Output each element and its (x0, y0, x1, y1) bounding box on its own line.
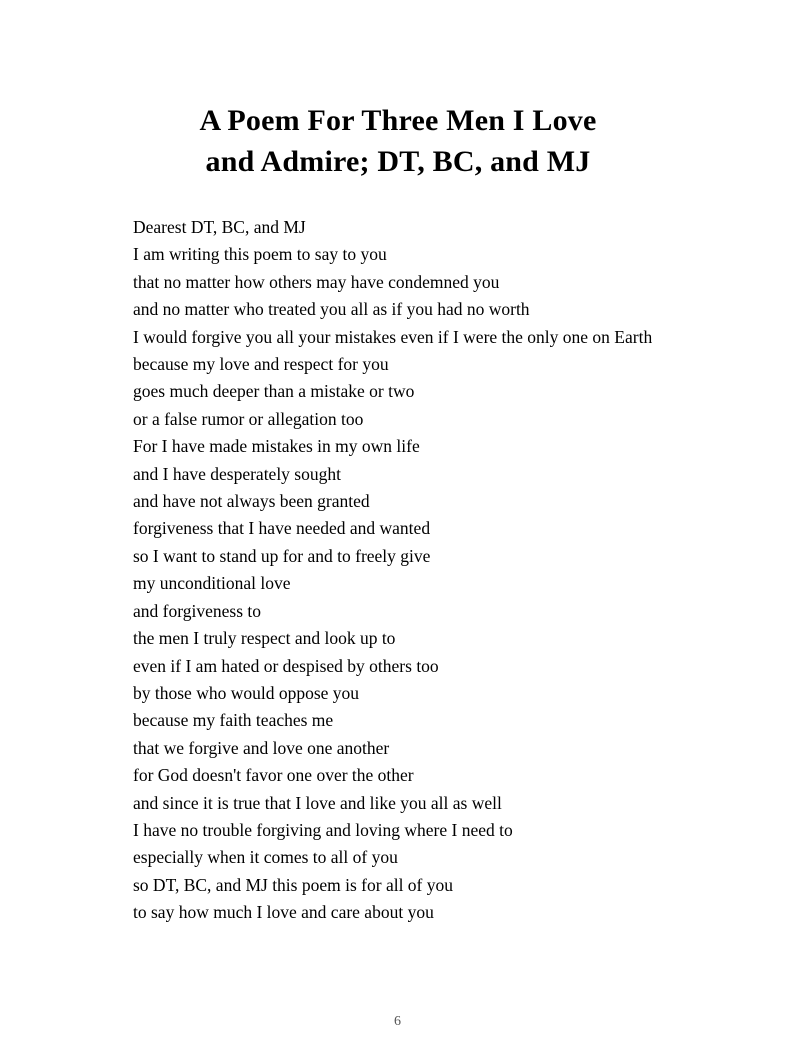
poem-line: and forgiveness to (133, 600, 261, 621)
poem-line: the men I truly respect and look up to (133, 628, 396, 649)
poem-line: to say how much I love and care about you (133, 902, 434, 923)
poem-line: especially when it comes to all of you (133, 847, 398, 868)
poem-line: for God doesn't favor one over the other (133, 765, 414, 786)
poem-line: and I have desperately sought (133, 463, 341, 484)
poem-line: even if I am hated or despised by others too (133, 655, 439, 676)
poem-line: forgiveness that I have needed and wanted (133, 518, 431, 539)
poem-line: and have not always been granted (133, 491, 370, 512)
poem-line: goes much deeper than a mistake or two (133, 381, 415, 402)
poem-line: I have no trouble forgiving and loving where I need to (133, 819, 513, 840)
poem-line: my unconditional love (133, 573, 291, 594)
poem-line: so I want to stand up for and to freely give (133, 545, 431, 566)
poem-body (133, 214, 663, 927)
poem-line: and since it is true that I love and like you all as well (133, 792, 502, 813)
page-content (133, 100, 663, 927)
poem-line: that no matter how others may have condemned you (133, 271, 500, 292)
poem-line: Dearest DT, BC, and MJ (133, 217, 306, 237)
poem-line: I would forgive you all your mistakes even if I were the only one on Earth (133, 326, 653, 347)
page-number: 6 (394, 1014, 401, 1029)
poem-line: For I have made mistakes in my own life (133, 436, 420, 457)
poem-title-line-1: A Poem For Three Men I Love (199, 104, 597, 137)
poem-line: and no matter who treated you all as if you had no worth (133, 299, 530, 320)
poem-line: because my love and respect for you (133, 354, 389, 375)
poem-line: that we forgive and love one another (133, 737, 390, 758)
poem-line: so DT, BC, and MJ this poem is for all of you (133, 874, 454, 895)
poem-line: or a false rumor or allegation too (133, 408, 364, 429)
poem-line: by those who would oppose you (133, 682, 360, 703)
poem-line: because my faith teaches me (133, 710, 334, 731)
poem-title (133, 100, 663, 182)
poem-title-line-2: and Admire; DT, BC, and MJ (205, 145, 591, 178)
poem-line: I am writing this poem to say to you (133, 244, 387, 265)
